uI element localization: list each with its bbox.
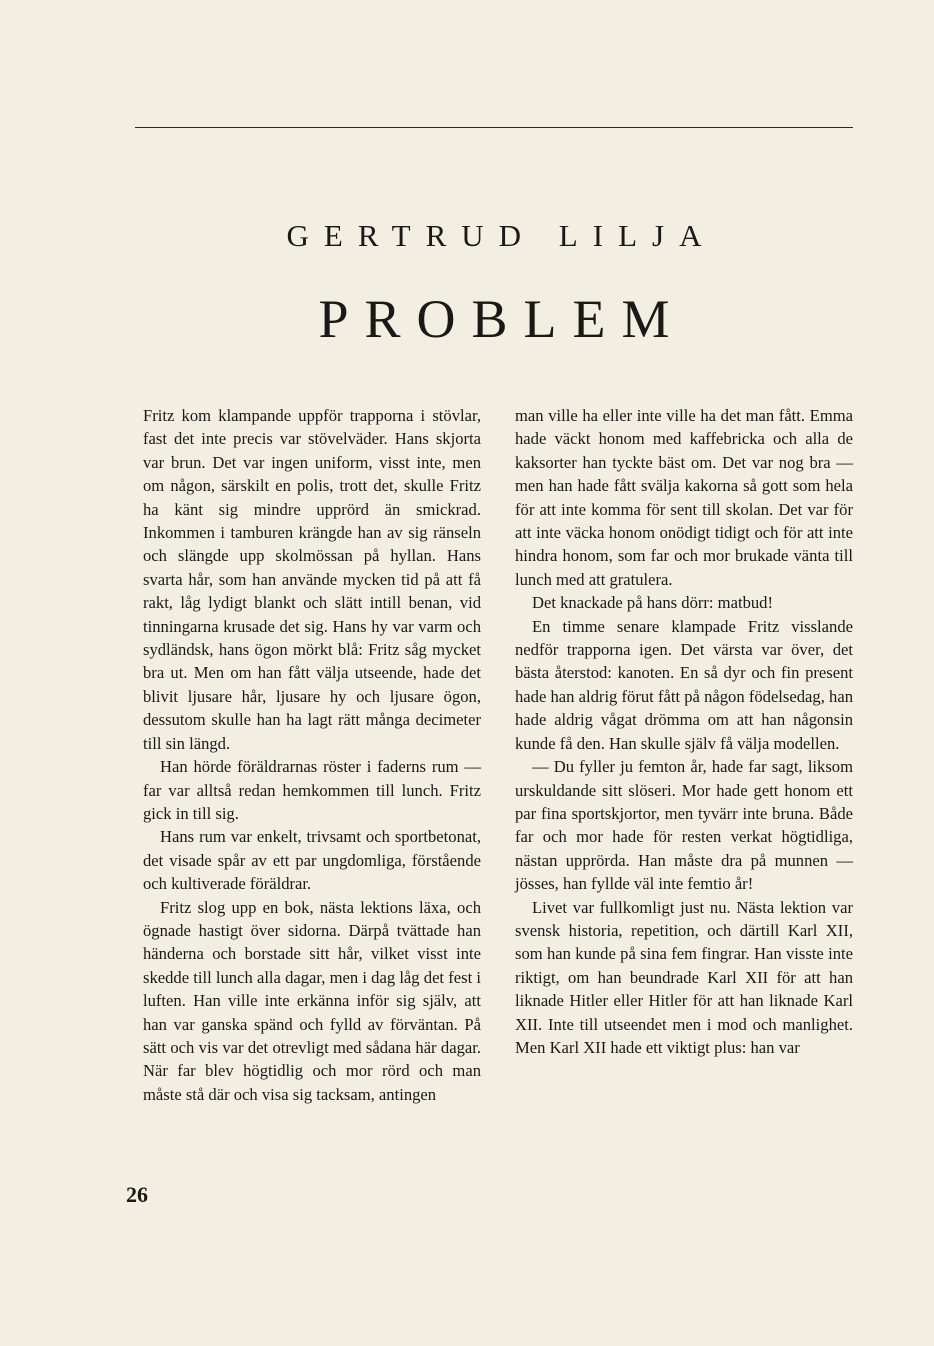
- left-text-column: [143, 404, 481, 1106]
- author-name: GERTRUD LILJA: [286, 218, 717, 253]
- paragraph: Hans rum var enkelt, trivsamt och sportbetonat, det visade spår av ett par ungdomliga, förstående och kultiverade föräldrar.: [143, 827, 481, 894]
- paragraph: Fritz slog upp en bok, nästa lektions läxa, och ögnade hastigt över sidorna. Därpå tvättade han händerna och borstade sitt hår, vilket visst inte skedde till lunch alla dagar, men i dag låg det fest i luften. Han ville inte erkänna inför sig själv, att han var ganska spänd och fylld av förväntan. På sätt och vis var det otrevligt med sådana här dagar. När far blev högtidlig och mor rörd och man måste stå där och visa sig tacksam, antingen: [143, 897, 481, 1104]
- page-number: 26: [126, 1182, 148, 1207]
- story-title: PROBLEM: [318, 289, 686, 349]
- right-text-column: [515, 404, 853, 1059]
- paragraph: En timme senare klampade Fritz visslande nedför trapporna igen. Det värsta var över, det bästa återstod: kanoten. En så dyr och fin present hade han aldrig förut fått på någon födelsedag, han hade aldrig vågat drömma om att han någonsin kunde få den. Han skulle själv få välja modellen.: [515, 616, 853, 753]
- paragraph: — Du fyller ju femton år, hade far sagt, liksom urskuldande sitt slöseri. Mor hade gett honom ett par fina sportskjortor, men tyvärr inte bruna. Både far och mor hade för resten verkat högtidliga, nästan upprörda. Han måste dra på munnen — jösses, han fyllde väl inte femtio år!: [515, 757, 853, 894]
- paragraph: Livet var fullkomligt just nu. Nästa lektion var svensk historia, repetition, och därtill Karl XII, som han kunde på sina fem fingrar. Han visste inte riktigt, om han beundrade Karl XII för att han liknade Hitler eller Hitler för att han liknade Karl XII. Inte till utseendet men i mod och manlighet. Men Karl XII hade ett viktigt plus: han var: [515, 897, 853, 1057]
- top-rule: [135, 127, 853, 128]
- paragraph: Fritz kom klampande uppför trapporna i stövlar, fast det inte precis var stövelväder. Hans skjorta var brun. Det var ingen uniform, visst inte, men om någon, särskilt en polis, trott det, skulle Fritz ha känt sig mindre upprörd än smickrad. Inkommen i tamburen krängde han av sig ränseln och slängde upp skolmössan på hyllan. Hans svarta hår, som han använde mycken tid på att få rakt, låg lydigt blankt och slätt intill benan, vid tinningarna krusade det sig. Hans hy var varm och sydländsk, hans ögon mörkt blå: Fritz såg mycket bra ut. Men om han fått välja utseende, hade det blivit ljusare hår, ljusare hy och ljusare ögon, dessutom skulle han ha lagt rätt många decimeter till sin längd.: [143, 406, 481, 753]
- paragraph: Det knackade på hans dörr: matbud!: [532, 593, 773, 613]
- paragraph: Han hörde föräldrarnas röster i faderns rum — far var alltså redan hemkommen till lunch. Fritz gick in till sig.: [143, 757, 481, 823]
- paragraph: man ville ha eller inte ville ha det man fått. Emma hade väckt honom med kaffebricka och alla de kaksorter han tyckte bäst om. Det var nog bra — men han hade fått svälja kakorna så gott som hela för att inte komma för sent till skolan. Det var för att inte väcka honom onödigt tidigt och för att inte hindra honom, som far och mor brukade vänta till lunch med att gratulera.: [515, 406, 853, 589]
